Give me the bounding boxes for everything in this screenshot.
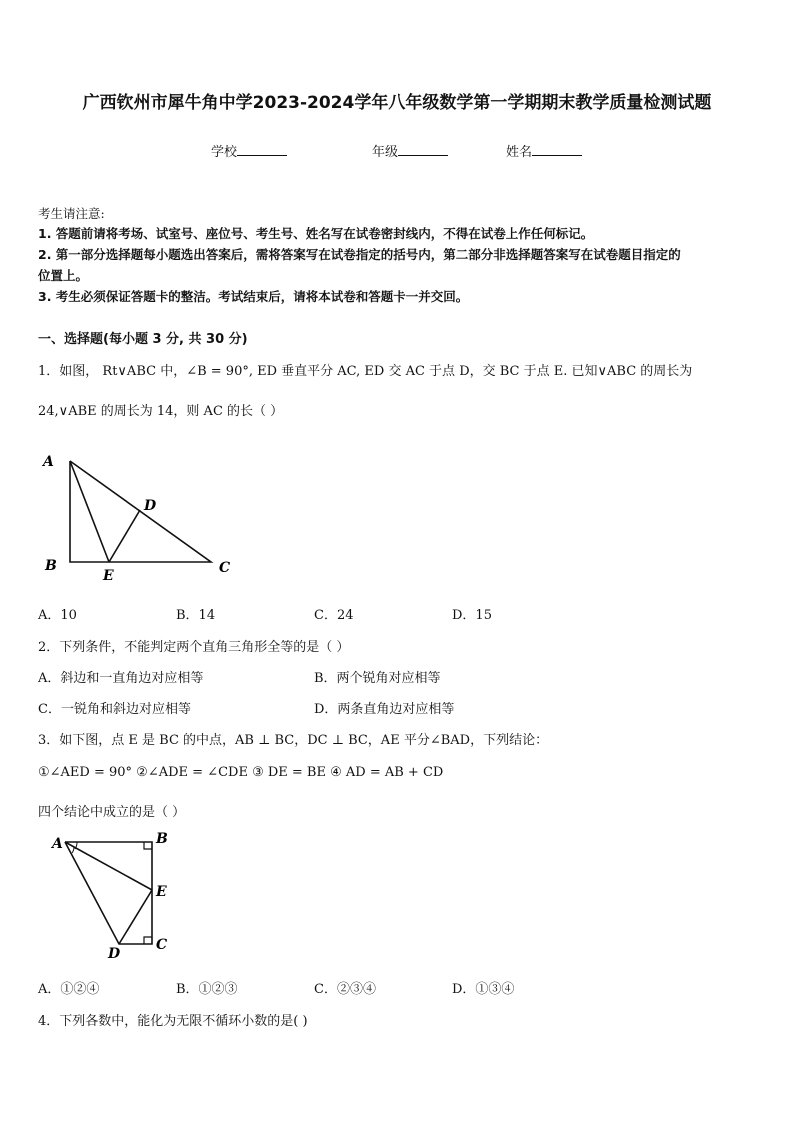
q2-option-d[interactable]: D．两条直角边对应相等 [314, 702, 455, 717]
exam-title: 广西钦州市犀牛角中学2023-2024学年八年级数学第一学期期末教学质量检测试题 [82, 93, 712, 113]
q3-option-c[interactable]: C．②③④ [314, 982, 376, 997]
q4-stem: 4．下列各数中，能化为无限不循环小数的是( ) [38, 1014, 308, 1029]
q3-stem: 3．如下图，点 E 是 BC 的中点，AB ⊥ BC，DC ⊥ BC，AE 平分∠BAD，下列结论： [38, 733, 549, 748]
q3-option-d[interactable]: D．①③④ [452, 982, 515, 997]
notice-item: 3. 考生必须保证答题卡的整洁。考试结束后，请将本试卷和答题卡一并交回。 [38, 289, 469, 304]
school-blank [237, 143, 287, 156]
label-A: A [52, 836, 63, 852]
grade-blank [398, 143, 448, 156]
q2-option-b[interactable]: B．两个锐角对应相等 [314, 671, 441, 686]
q3-option-b[interactable]: B．①②③ [176, 982, 238, 997]
notice-heading: 考生请注意: [38, 206, 105, 221]
notice-item: 位置上。 [38, 268, 89, 283]
notice-item: 1. 答题前请将考场、试室号、座位号、考生号、姓名写在试卷密封线内，不得在试卷上作任何标记。 [38, 226, 594, 241]
name-field[interactable] [506, 141, 582, 160]
label-B: B [156, 831, 168, 847]
label-A: A [43, 454, 54, 470]
label-C: C [219, 560, 231, 576]
notice-item: 2. 第一部分选择题每小题选出答案后，需将答案写在试卷指定的括号内，第二部分非选择题答案写在试卷题目指定的 [38, 247, 681, 262]
q1-line2: 24,∨ABE 的周长为 14，则 AC 的长（ ） [38, 404, 284, 419]
label-C: C [156, 937, 168, 953]
q2-option-a[interactable]: A．斜边和一直角边对应相等 [38, 671, 204, 686]
section-heading: 一、选择题(每小题 3 分, 共 30 分) [38, 332, 248, 347]
grade-label: 年级 [372, 145, 399, 160]
name-blank [532, 143, 582, 156]
label-D: D [144, 498, 157, 514]
name-label: 姓名 [506, 145, 533, 160]
school-field[interactable] [211, 141, 287, 160]
q1-option-c[interactable]: C．24 [314, 608, 354, 623]
q3-conclusions: ①∠AED = 90° ②∠ADE = ∠CDE ③ DE = BE ④ AD = AB + CD [38, 765, 444, 780]
q3-ask: 四个结论中成立的是（ ） [38, 805, 186, 820]
q1-line1: 1．如图， Rt∨ABC 中，∠B = 90°, ED 垂直平分 AC, ED 交 AC 于点 D，交 BC 于点 E. 已知∨ABC 的周长为 [38, 364, 693, 379]
q2-stem: 2．下列条件，不能判定两个直角三角形全等的是（ ） [38, 640, 350, 655]
q3-option-a[interactable]: A．①②④ [38, 982, 100, 997]
q2-option-c[interactable]: C．一锐角和斜边对应相等 [38, 702, 191, 717]
label-D: D [108, 946, 121, 962]
school-label: 学校 [211, 145, 238, 160]
grade-field[interactable] [372, 141, 448, 160]
label-E: E [156, 884, 167, 900]
q1-option-b[interactable]: B．14 [176, 608, 216, 623]
label-E: E [103, 568, 114, 584]
q1-figure [38, 448, 248, 588]
q1-option-a[interactable]: A．10 [38, 608, 77, 623]
q1-option-d[interactable]: D．15 [452, 608, 492, 623]
q3-figure [38, 825, 188, 965]
label-B: B [45, 558, 57, 574]
